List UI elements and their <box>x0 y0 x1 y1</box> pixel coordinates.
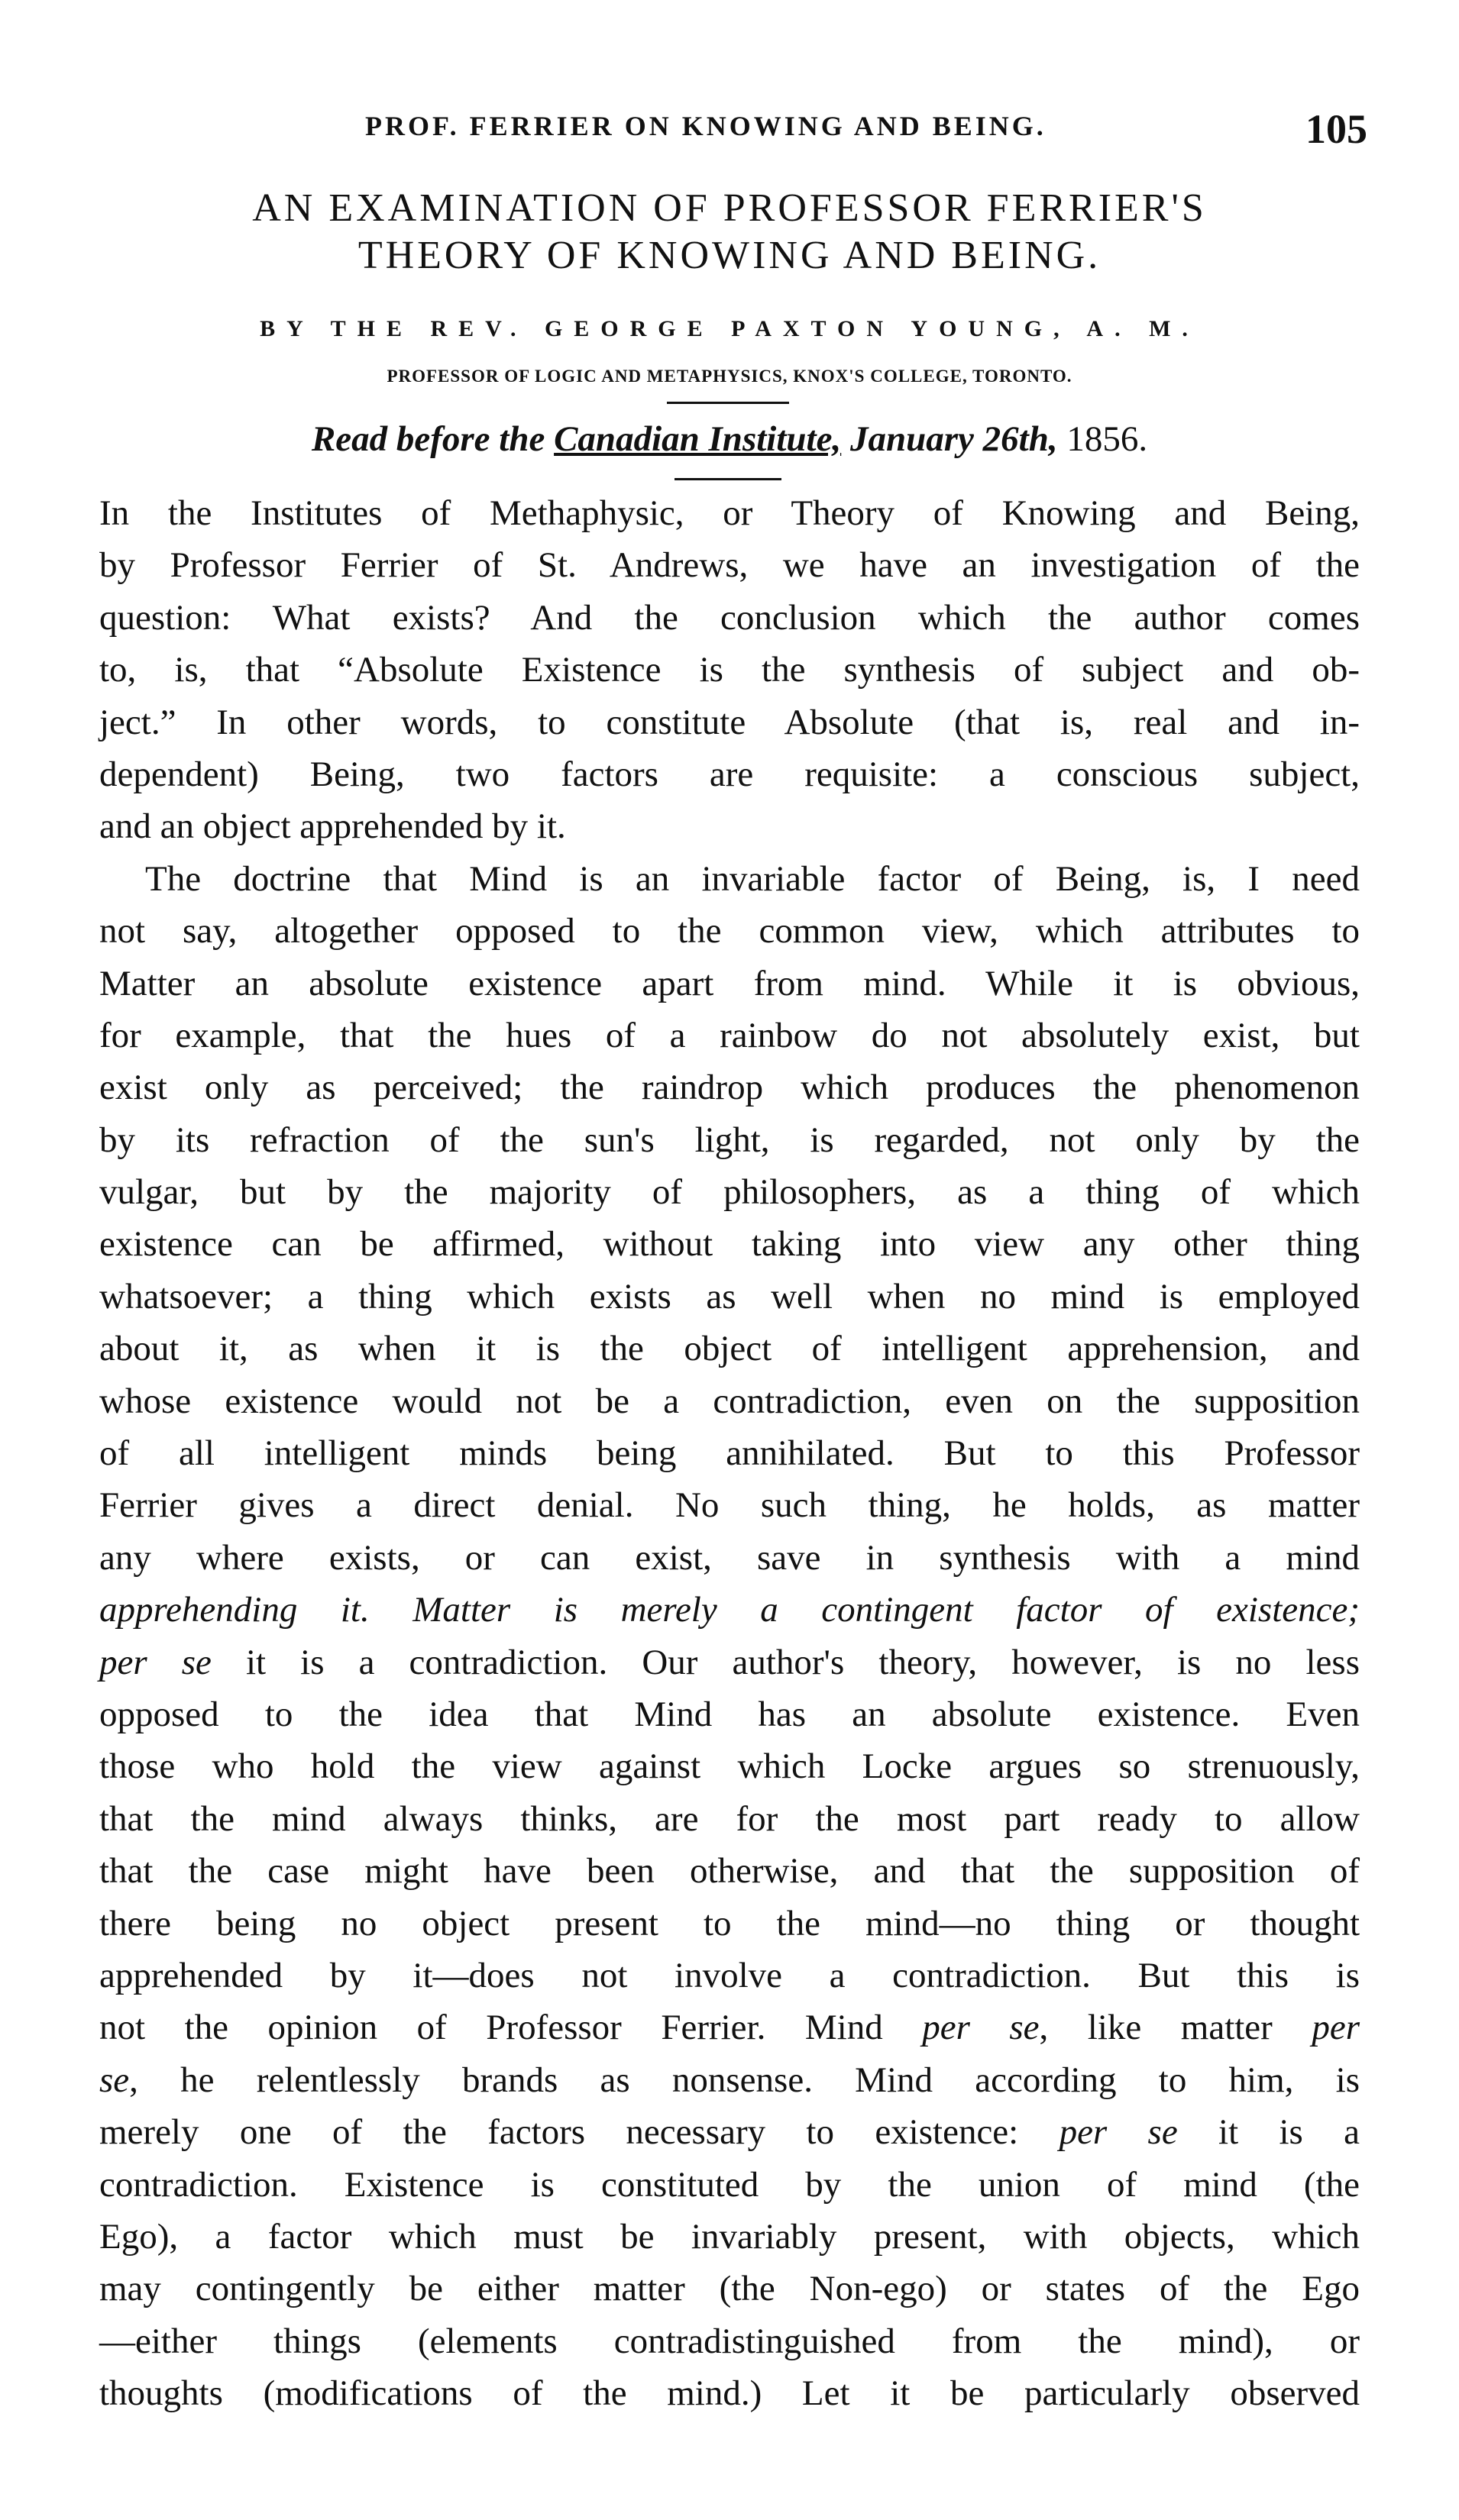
text-line: dependent) Being, two factors are requisite: a conscious subject, <box>99 754 1360 794</box>
text-line: Ferrier gives a direct denial. No such thing, he holds, as matter <box>99 1485 1360 1526</box>
text-line: to, is, that “Absolute Existence is the synthesis of subject and ob- <box>99 650 1360 690</box>
text-line: by its refraction of the sun's light, is regarded, not only by the <box>99 1119 1360 1160</box>
page-number: 105 <box>1305 106 1367 152</box>
text-line: there being no object present to the mind—no thing or thought <box>99 1903 1360 1943</box>
body-text <box>99 487 1360 2419</box>
text-line: that the case might have been otherwise, and that the supposition of <box>99 1851 1360 1892</box>
italic-text: per se <box>99 1642 212 1682</box>
text-line: In the Institutes of Methaphysic, or Theory of Knowing and Being, <box>99 493 1360 533</box>
text-line: vulgar, but by the majority of philosophers, as a thing of which <box>99 1172 1360 1213</box>
text-line: The doctrine that Mind is an invariable factor of Being, is, I need <box>145 858 1360 899</box>
text-run: it is a contradiction. Our author's theory, however, is no less <box>211 1642 1360 1682</box>
text-line: exist only as perceived; the raindrop which produces the phenomenon <box>99 1068 1360 1108</box>
article-title-line-1: AN EXAMINATION OF PROFESSOR FERRIER'S <box>252 186 1207 230</box>
text-line: whatsoever; a thing which exists as well when no mind is employed <box>99 1276 1360 1317</box>
italic-text: se <box>99 2060 130 2100</box>
text-run: , like matter <box>1039 2008 1312 2048</box>
running-title: PROF. FERRIER ON KNOWING AND BEING. <box>365 111 1047 141</box>
text-line: question: What exists? And the conclusion which the author comes <box>99 597 1360 638</box>
read-before-note <box>92 418 1367 460</box>
read-before-text: Read before the <box>311 419 545 459</box>
text-line: whose existence would not be a contradiction, even on the supposition <box>99 1381 1360 1421</box>
text-line: ject.” In other words, to constitute Absolute (that is, real and in- <box>99 702 1360 742</box>
author-byline: BY THE REV. GEORGE PAXTON YOUNG, A. M. <box>260 316 1199 341</box>
text-line: apprehended by it—does not involve a contradiction. But this is <box>99 1955 1360 1995</box>
text-line: those who hold the view against which Locke argues so strenuously, <box>99 1746 1360 1787</box>
text-line: thoughts (modifications of the mind.) Let it be particularly observed <box>99 2373 1360 2414</box>
author-affiliation: PROFESSOR OF LOGIC AND METAPHYSICS, KNOX'S COLLEGE, TORONTO. <box>387 367 1072 386</box>
divider-rule <box>675 478 781 480</box>
article-title <box>92 185 1367 279</box>
text-line: Ego), a factor which must be invariably present, with objects, which <box>99 2216 1360 2257</box>
text-run: merely one of the factors necessary to existence: <box>99 2112 1059 2153</box>
date-suffix: th, <box>1018 419 1058 459</box>
divider-rule <box>667 402 789 404</box>
date-month-day: January 26 <box>849 419 1019 459</box>
text-line: Matter an absolute existence apart from mind. While it is obvious, <box>99 963 1360 1003</box>
text-line: may contingently be either matter (the Non-ego) or states of the Ego <box>99 2269 1360 2309</box>
text-line <box>99 1584 1360 1636</box>
institute-name: Canadian Institute, <box>554 419 842 459</box>
text-line: —either things (elements contradistinguished from the mind), or <box>99 2321 1360 2361</box>
italic-text: per se <box>1059 2112 1178 2153</box>
text-line: for example, that the hues of a rainbow do not absolutely exist, but <box>99 1015 1360 1055</box>
text-line <box>99 2001 1360 2053</box>
text-line: not say, altogether opposed to the common view, which attributes to <box>99 911 1360 951</box>
text-run: it is a <box>1177 2112 1360 2153</box>
italic-text: apprehending it. Matter is merely a contingent factor of existence; <box>99 1590 1360 1630</box>
text-line: existence can be affirmed, without taking into view any other thing <box>99 1224 1360 1265</box>
italic-text: per se <box>922 2008 1040 2048</box>
text-line <box>99 2106 1360 2158</box>
text-run: not the opinion of Professor Ferrier. Mind <box>99 2008 923 2048</box>
text-line: and an object apprehended by it. <box>99 806 566 847</box>
article-title-line-2: THEORY OF KNOWING AND BEING. <box>357 234 1102 277</box>
text-line: that the mind always thinks, are for the most part ready to allow <box>99 1798 1360 1839</box>
text-line: about it, as when it is the object of intelligent apprehension, and <box>99 1329 1360 1369</box>
text-line <box>99 2054 1360 2106</box>
text-line: of all intelligent minds being annihilated. But to this Professor <box>99 1433 1360 1474</box>
italic-text: per <box>1312 2008 1360 2048</box>
text-line <box>99 1636 1360 1688</box>
text-line: contradiction. Existence is constituted by the union of mind (the <box>99 2164 1360 2205</box>
date-year: 1856. <box>1066 419 1148 459</box>
text-run: , he relentlessly brands as nonsense. Mind according to him, is <box>129 2060 1360 2100</box>
running-header <box>0 105 1459 151</box>
text-line: opposed to the idea that Mind has an absolute existence. Even <box>99 1694 1360 1734</box>
text-line: by Professor Ferrier of St. Andrews, we have an investigation of the <box>99 545 1360 586</box>
text-line: any where exists, or can exist, save in synthesis with a mind <box>99 1537 1360 1578</box>
